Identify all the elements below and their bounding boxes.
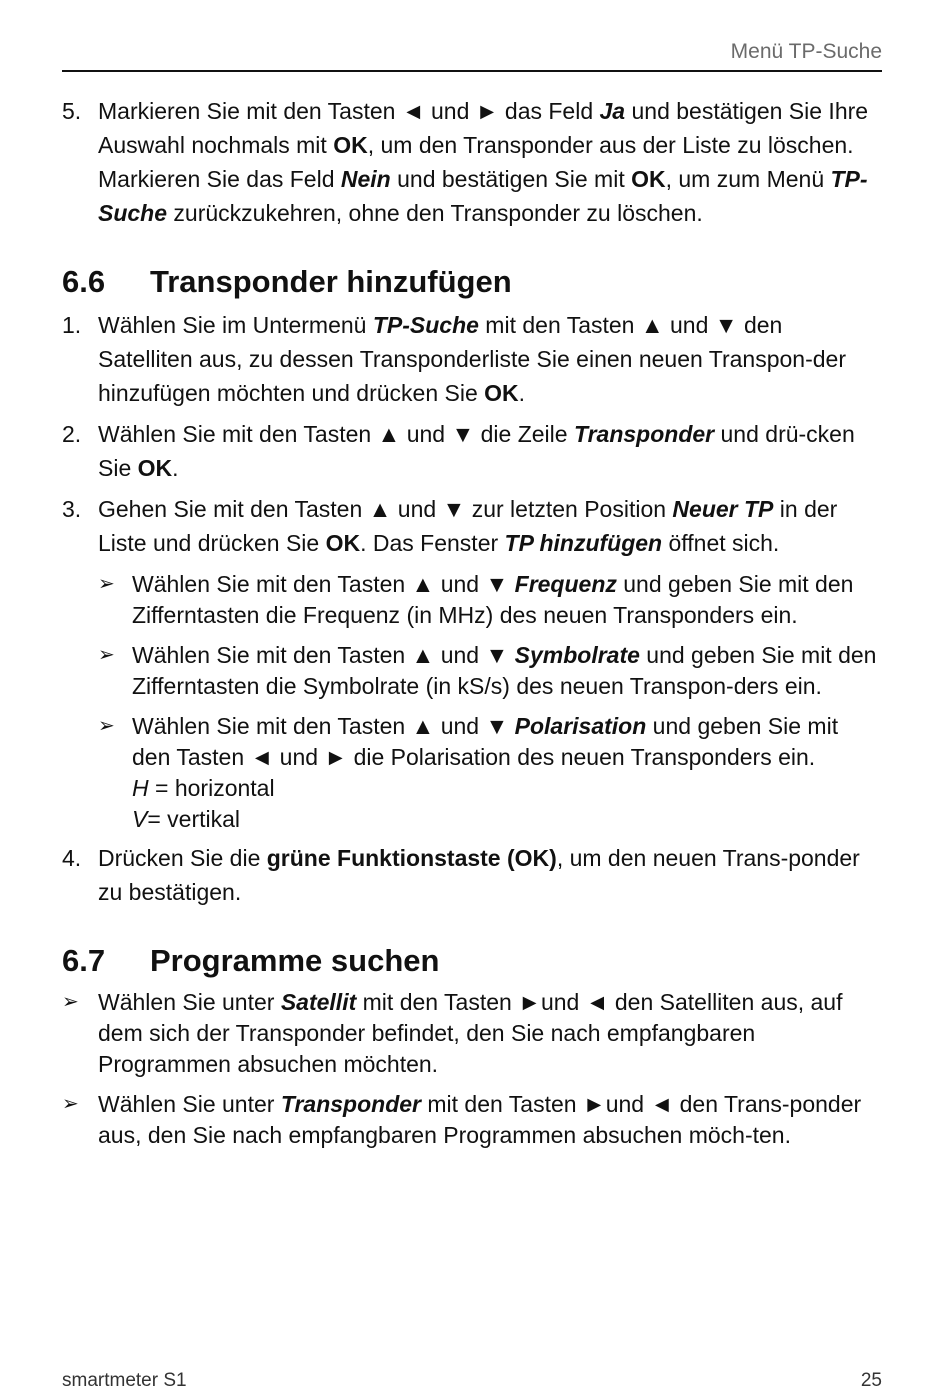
polarisation-key: V: [132, 806, 148, 832]
bullet-transponder: [62, 1089, 880, 1151]
arrow-bullet-icon: ➢: [98, 573, 115, 595]
section-heading-6-6: [62, 262, 880, 302]
text: Wählen Sie mit den Tasten ▲ und ▼: [132, 642, 515, 668]
step-3: [62, 492, 880, 560]
polarisation-key: H: [132, 775, 149, 801]
text: mit den Tasten ►und ◄ den Satelliten aus, auf dem sich der Transponder befindet, den Sie nach empfangbaren Programmen absuchen möchten.: [98, 989, 843, 1077]
text: .: [172, 455, 179, 481]
header-title: Menü TP-Suche: [730, 40, 882, 63]
arrow-bullet-icon: ➢: [62, 991, 79, 1013]
text: und bestätigen Sie Ihre Auswahl nochmals mit: [98, 98, 869, 158]
step-number: 5.: [62, 98, 82, 124]
text: und bestätigen Sie mit: [390, 166, 632, 192]
step-number: 3.: [62, 496, 82, 522]
text: , um zum Menü: [665, 166, 831, 192]
text: Gehen Sie mit den Tasten ▲ und ▼ zur letzten Position: [98, 496, 673, 522]
emphasis: Transponder: [573, 421, 715, 447]
emphasis: TP-Suche: [98, 166, 868, 226]
section-number: 6.6: [62, 264, 106, 299]
text: Wählen Sie mit den Tasten ▲ und ▼ die Zeile: [98, 421, 574, 447]
section-title: Transponder hinzufügen: [150, 264, 512, 299]
emphasis: Neuer TP: [672, 496, 774, 522]
emphasis: Satellit: [280, 989, 357, 1015]
text: und drü-cken Sie: [98, 421, 855, 481]
emphasis: TP-Suche: [372, 312, 479, 338]
step-5: [62, 94, 880, 230]
emphasis: grüne Funktionstaste (OK): [266, 845, 557, 871]
text: Wählen Sie mit den Tasten ▲ und ▼: [132, 713, 515, 739]
emphasis: Ja: [599, 98, 626, 124]
text: und geben Sie mit den Zifferntasten die Symbolrate (in kS/s) des neuen Transpon-ders ein.: [132, 642, 877, 699]
polarisation-value: = horizontal: [148, 775, 275, 801]
page-number: 25: [860, 1370, 882, 1391]
arrow-bullet-icon: ➢: [62, 1093, 79, 1115]
text: , um den neuen Trans-ponder zu bestätigen.: [98, 845, 860, 905]
text: Wählen Sie mit den Tasten ▲ und ▼: [132, 571, 515, 597]
emphasis: TP hinzufügen: [504, 530, 663, 556]
step-number: 4.: [62, 845, 82, 871]
bullet-satellit: [62, 987, 880, 1080]
text: und geben Sie mit den Tasten ◄ und ► die Polarisation des neuen Transponders ein.: [132, 713, 839, 770]
emphasis: Nein: [340, 166, 391, 192]
emphasis: Symbolrate: [514, 642, 640, 668]
step-1: [62, 308, 880, 410]
emphasis: Transponder: [280, 1091, 421, 1117]
step-number: 1.: [62, 312, 82, 338]
key-ok: OK: [631, 166, 666, 192]
sub-bullet-frequency: [62, 569, 880, 631]
text: Markieren Sie mit den Tasten ◄ und ► das Feld: [98, 98, 600, 124]
key-ok: OK: [484, 380, 519, 406]
key-ok: OK: [325, 530, 361, 556]
footer-product: smartmeter S1: [62, 1370, 187, 1391]
text: in der Liste und drücken Sie: [98, 496, 838, 556]
step-number: 2.: [62, 421, 82, 447]
running-header: [62, 40, 882, 72]
step-4: [62, 841, 880, 909]
text: Wählen Sie im Untermenü: [98, 312, 373, 338]
arrow-bullet-icon: ➢: [98, 644, 115, 666]
text: und geben Sie mit den Zifferntasten die Frequenz (in MHz) des neuen Transponders ein.: [132, 571, 854, 628]
text: mit den Tasten ▲ und ▼ den Satelliten aus, zu dessen Transponderliste Sie einen neuen Transpon-der hinzufügen möchten und drücken Sie: [98, 312, 846, 406]
text: Drücken Sie die: [98, 845, 267, 871]
text: .: [518, 380, 526, 406]
step-2: [62, 417, 880, 485]
key-ok: OK: [137, 455, 173, 481]
section-title: Programme suchen: [150, 943, 440, 978]
text: Markieren Sie das Feld: [98, 166, 341, 192]
page-content: [62, 94, 880, 1151]
polarisation-value: = vertikal: [147, 806, 241, 832]
key-ok: OK: [333, 132, 368, 158]
section-heading-6-7: [62, 941, 880, 981]
arrow-bullet-icon: ➢: [98, 715, 115, 737]
text: , um den Transponder aus der Liste zu löschen.: [367, 132, 854, 158]
text: Wählen Sie unter: [98, 1091, 281, 1117]
sub-bullet-symbolrate: [62, 640, 880, 702]
sub-bullet-polarisation: [62, 711, 880, 835]
text: öffnet sich.: [662, 530, 780, 556]
emphasis: Frequenz: [514, 571, 617, 597]
emphasis: Polarisation: [514, 713, 647, 739]
text: mit den Tasten ►und ◄ den Trans-ponder aus, den Sie nach empfangbaren Programmen absuchen möch-ten.: [98, 1091, 862, 1148]
text: . Das Fenster: [360, 530, 505, 556]
text: Wählen Sie unter: [98, 989, 281, 1015]
section-number: 6.7: [62, 943, 106, 978]
text: zurückzukehren, ohne den Transponder zu löschen.: [167, 200, 703, 226]
